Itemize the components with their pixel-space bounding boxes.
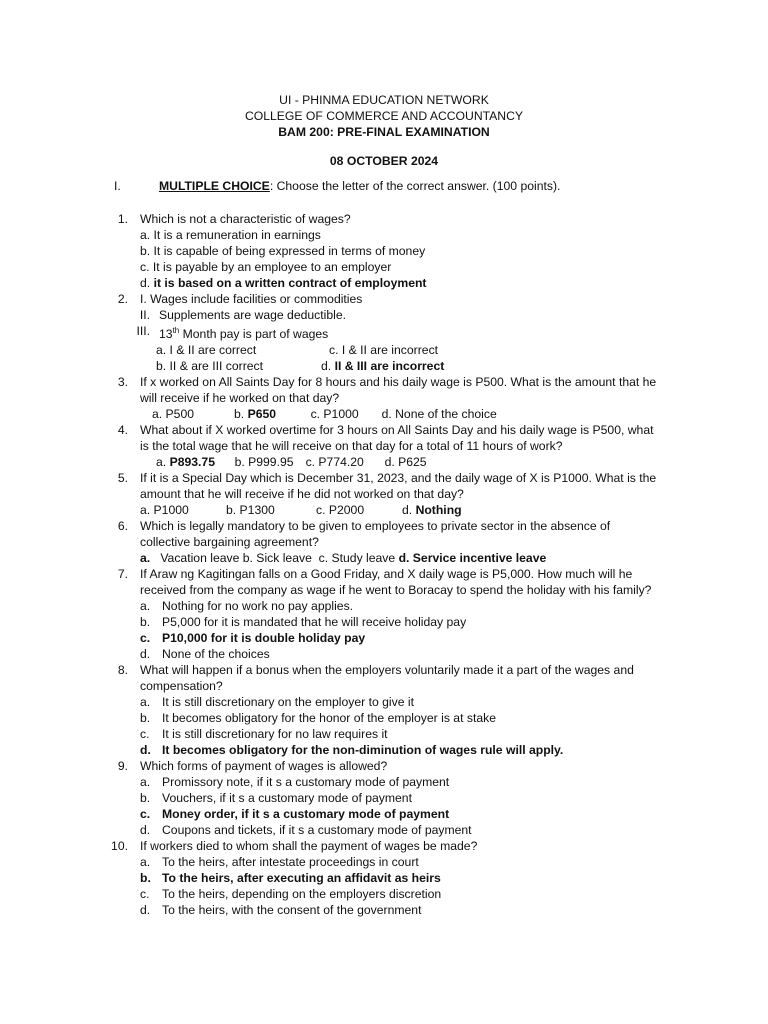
question-text xyxy=(140,566,680,598)
option-c xyxy=(140,806,768,822)
option-c: c. P774.20 xyxy=(305,455,364,470)
correct-answer: Money order, if it s a customary mode of payment xyxy=(162,807,450,822)
options-row xyxy=(156,454,768,470)
question-text: Which forms of payment of wages is allowed? xyxy=(140,759,388,774)
question-text xyxy=(140,374,680,406)
question-text xyxy=(140,470,680,502)
option-d xyxy=(140,902,768,918)
option-c: c. It is payable by an employee to an employer xyxy=(140,260,392,274)
question-line: collective bargaining agreement? xyxy=(140,535,319,550)
question-line: received from the company as wage if he went to Boracay to spend the holiday with his family? xyxy=(140,583,652,598)
option-label: a. xyxy=(140,695,151,710)
option-a: a. It is a remuneration in earnings xyxy=(140,228,321,242)
option-label: d. xyxy=(140,823,151,838)
correct-answer: P10,000 for it is double holiday pay xyxy=(162,631,366,646)
college-name: COLLEGE OF COMMERCE AND ACCOUNTANCY xyxy=(244,109,524,123)
correct-answer: To the heirs, after executing an affidavit as heirs xyxy=(162,871,441,886)
question-line: compensation? xyxy=(140,679,223,694)
option-label: a. xyxy=(140,855,151,870)
option-b xyxy=(140,870,768,886)
options-text: Vacation leave b. Sick leave c. Study leave xyxy=(150,551,399,566)
question-list xyxy=(0,211,768,918)
option-a xyxy=(140,854,768,870)
option-b: b. P1300 xyxy=(226,503,275,518)
option-b xyxy=(140,710,768,726)
option-text: It is still discretionary on the employer to give it xyxy=(162,695,414,710)
question-line: is the total wage that he will receive on that day for a total of 11 hours of work? xyxy=(140,439,563,454)
correct-answer: P893.75 xyxy=(169,455,215,470)
question-text: Which is not a characteristic of wages? xyxy=(140,212,351,226)
option-text: Promissory note, if it s a customary mode of payment xyxy=(162,775,450,790)
option-label: b. xyxy=(140,615,151,630)
question-7 xyxy=(0,566,768,598)
question-1 xyxy=(0,211,768,227)
question-number: 3. xyxy=(117,375,128,390)
question-number: 1. xyxy=(117,212,128,226)
option-a xyxy=(140,598,768,614)
option-label: c. xyxy=(140,807,151,822)
option-label: a. xyxy=(140,551,151,566)
question-6 xyxy=(0,518,768,550)
institution-name: UI - PHINMA EDUCATION NETWORK xyxy=(279,93,489,107)
question-3 xyxy=(0,374,768,406)
correct-answer: Nothing xyxy=(415,503,462,518)
statement-text xyxy=(159,327,328,341)
correct-answer: II & III are incorrect xyxy=(334,359,445,374)
exam-title: BAM 200: PRE-FINAL EXAMINATION xyxy=(278,125,490,139)
statement-1: I. Wages include facilities or commodities xyxy=(140,292,363,306)
option-text: To the heirs, after intestate proceedings in court xyxy=(162,855,419,870)
option-b xyxy=(140,790,768,806)
statement-text: Supplements are wage deductible. xyxy=(159,308,346,322)
option-text: To the heirs, depending on the employers discretion xyxy=(162,887,442,902)
option-text: None of the choices xyxy=(162,647,270,662)
ordinal-suffix: th xyxy=(172,326,180,335)
option-label: b. xyxy=(140,791,151,806)
exam-date: 08 OCTOBER 2024 xyxy=(329,154,439,168)
question-number: 5. xyxy=(117,471,128,486)
option-c xyxy=(140,630,768,646)
option-d xyxy=(140,742,768,758)
statement-2 xyxy=(0,307,768,323)
correct-answer: P650 xyxy=(247,407,277,422)
section-heading xyxy=(114,179,560,193)
option-a: a. P500 xyxy=(152,407,195,422)
option-label: a. xyxy=(140,599,151,614)
question-line: amount that he will receive if he did not worked on that day? xyxy=(140,487,464,502)
option-b xyxy=(140,614,768,630)
option-d xyxy=(140,646,768,662)
options-row xyxy=(140,502,768,518)
options-row-2 xyxy=(156,358,768,374)
question-line: What about if X worked overtime for 3 hours on All Saints Day and his daily wage is P500, what xyxy=(140,423,654,438)
option-text: P5,000 for it is mandated that he will receive holiday pay xyxy=(162,615,467,630)
correct-answer: d. Service incentive leave xyxy=(398,551,547,566)
option-b: b. II & are III correct xyxy=(156,359,264,374)
option-a xyxy=(140,694,768,710)
option-text: Vouchers, if it s a customary mode of payment xyxy=(162,791,412,806)
option-label: d. xyxy=(402,503,416,518)
option-label: b. xyxy=(140,871,151,886)
option-label: d. xyxy=(140,903,151,918)
option-label: b. xyxy=(140,711,151,726)
correct-answer: It becomes obligatory for the non-diminution of wages rule will apply. xyxy=(162,743,564,758)
question-10 xyxy=(0,838,768,854)
question-number: 6. xyxy=(117,519,128,534)
option-text: To the heirs, with the consent of the government xyxy=(162,903,422,918)
roman-number: II. xyxy=(139,308,150,322)
question-number: 10. xyxy=(111,839,128,854)
option-c: c. I & II are incorrect xyxy=(329,343,439,358)
option-label: d. xyxy=(140,647,151,662)
option-c: c. P1000 xyxy=(310,407,359,422)
option-text: Nothing for no work no pay applies. xyxy=(162,599,354,614)
question-line: What will happen if a bonus when the employers voluntarily made it a part of the wages and xyxy=(140,663,634,678)
option-label: d. xyxy=(140,276,154,290)
option-d xyxy=(140,822,768,838)
option-label: d. xyxy=(140,743,151,758)
option-label: c. xyxy=(140,727,150,742)
option-c xyxy=(140,726,768,742)
option-d xyxy=(140,275,768,291)
options-row-1 xyxy=(156,342,768,358)
question-text xyxy=(140,422,680,454)
option-d: d. None of the choice xyxy=(381,407,497,422)
question-5 xyxy=(0,470,768,502)
statement-3 xyxy=(0,323,768,342)
question-line: If x worked on All Saints Day for 8 hours and his daily wage is P500. What is the amount that he xyxy=(140,375,657,390)
statement-rest: Month pay is part of wages xyxy=(179,327,329,342)
section-instruction: : Choose the letter of the correct answer. (100 points). xyxy=(269,179,561,193)
option-d: d. P625 xyxy=(384,455,427,470)
question-text xyxy=(140,662,680,694)
option-text: Coupons and tickets, if it s a customary mode of payment xyxy=(162,823,472,838)
option-a xyxy=(140,774,768,790)
exam-date-wrap xyxy=(0,153,768,169)
question-line: If Araw ng Kagitingan falls on a Good Friday, and X daily wage is P5,000. How much will he xyxy=(140,567,633,582)
option-text: It becomes obligatory for the honor of the employer is at stake xyxy=(162,711,496,726)
ordinal-number: 13 xyxy=(159,327,173,342)
question-4 xyxy=(0,422,768,454)
option-label: a. xyxy=(140,775,151,790)
option-a: a. I & II are correct xyxy=(156,343,257,358)
option-c xyxy=(140,886,768,902)
option-label: b. xyxy=(234,407,248,422)
option-b: b. P999.95 xyxy=(234,455,294,470)
question-line: will receive if he worked on that day? xyxy=(140,391,340,406)
option-a: a. P1000 xyxy=(140,503,189,518)
options-row xyxy=(152,406,768,422)
question-number: 2. xyxy=(117,292,128,306)
section-title: MULTIPLE CHOICE xyxy=(159,179,270,193)
correct-answer: it is based on a written contract of employment xyxy=(153,276,427,290)
question-9 xyxy=(0,758,768,774)
option-label: c. xyxy=(140,631,151,646)
question-number: 4. xyxy=(117,423,128,438)
question-line: If it is a Special Day which is December 31, 2023, and the daily wage of X is P1000. What is the xyxy=(140,471,657,486)
options-row xyxy=(140,550,768,566)
question-text xyxy=(140,518,680,550)
question-line: Which is legally mandatory to be given to employees to private sector in the absence of xyxy=(140,519,611,534)
section-number: I. xyxy=(114,179,121,193)
exam-header xyxy=(0,92,768,140)
option-b: b. It is capable of being expressed in terms of money xyxy=(140,244,426,258)
option-text: It is still discretionary for no law requires it xyxy=(162,727,388,742)
question-number: 9. xyxy=(117,759,128,774)
question-8 xyxy=(0,662,768,694)
option-label: d. xyxy=(321,359,335,374)
option-c: c. P2000 xyxy=(316,503,365,518)
option-label: c. xyxy=(140,887,150,902)
option-label: a. xyxy=(156,455,170,470)
question-number: 7. xyxy=(117,567,128,582)
question-number: 8. xyxy=(117,663,128,678)
question-2 xyxy=(0,291,768,307)
question-text: If workers died to whom shall the payment of wages be made? xyxy=(140,839,478,854)
roman-number: III. xyxy=(136,324,150,338)
